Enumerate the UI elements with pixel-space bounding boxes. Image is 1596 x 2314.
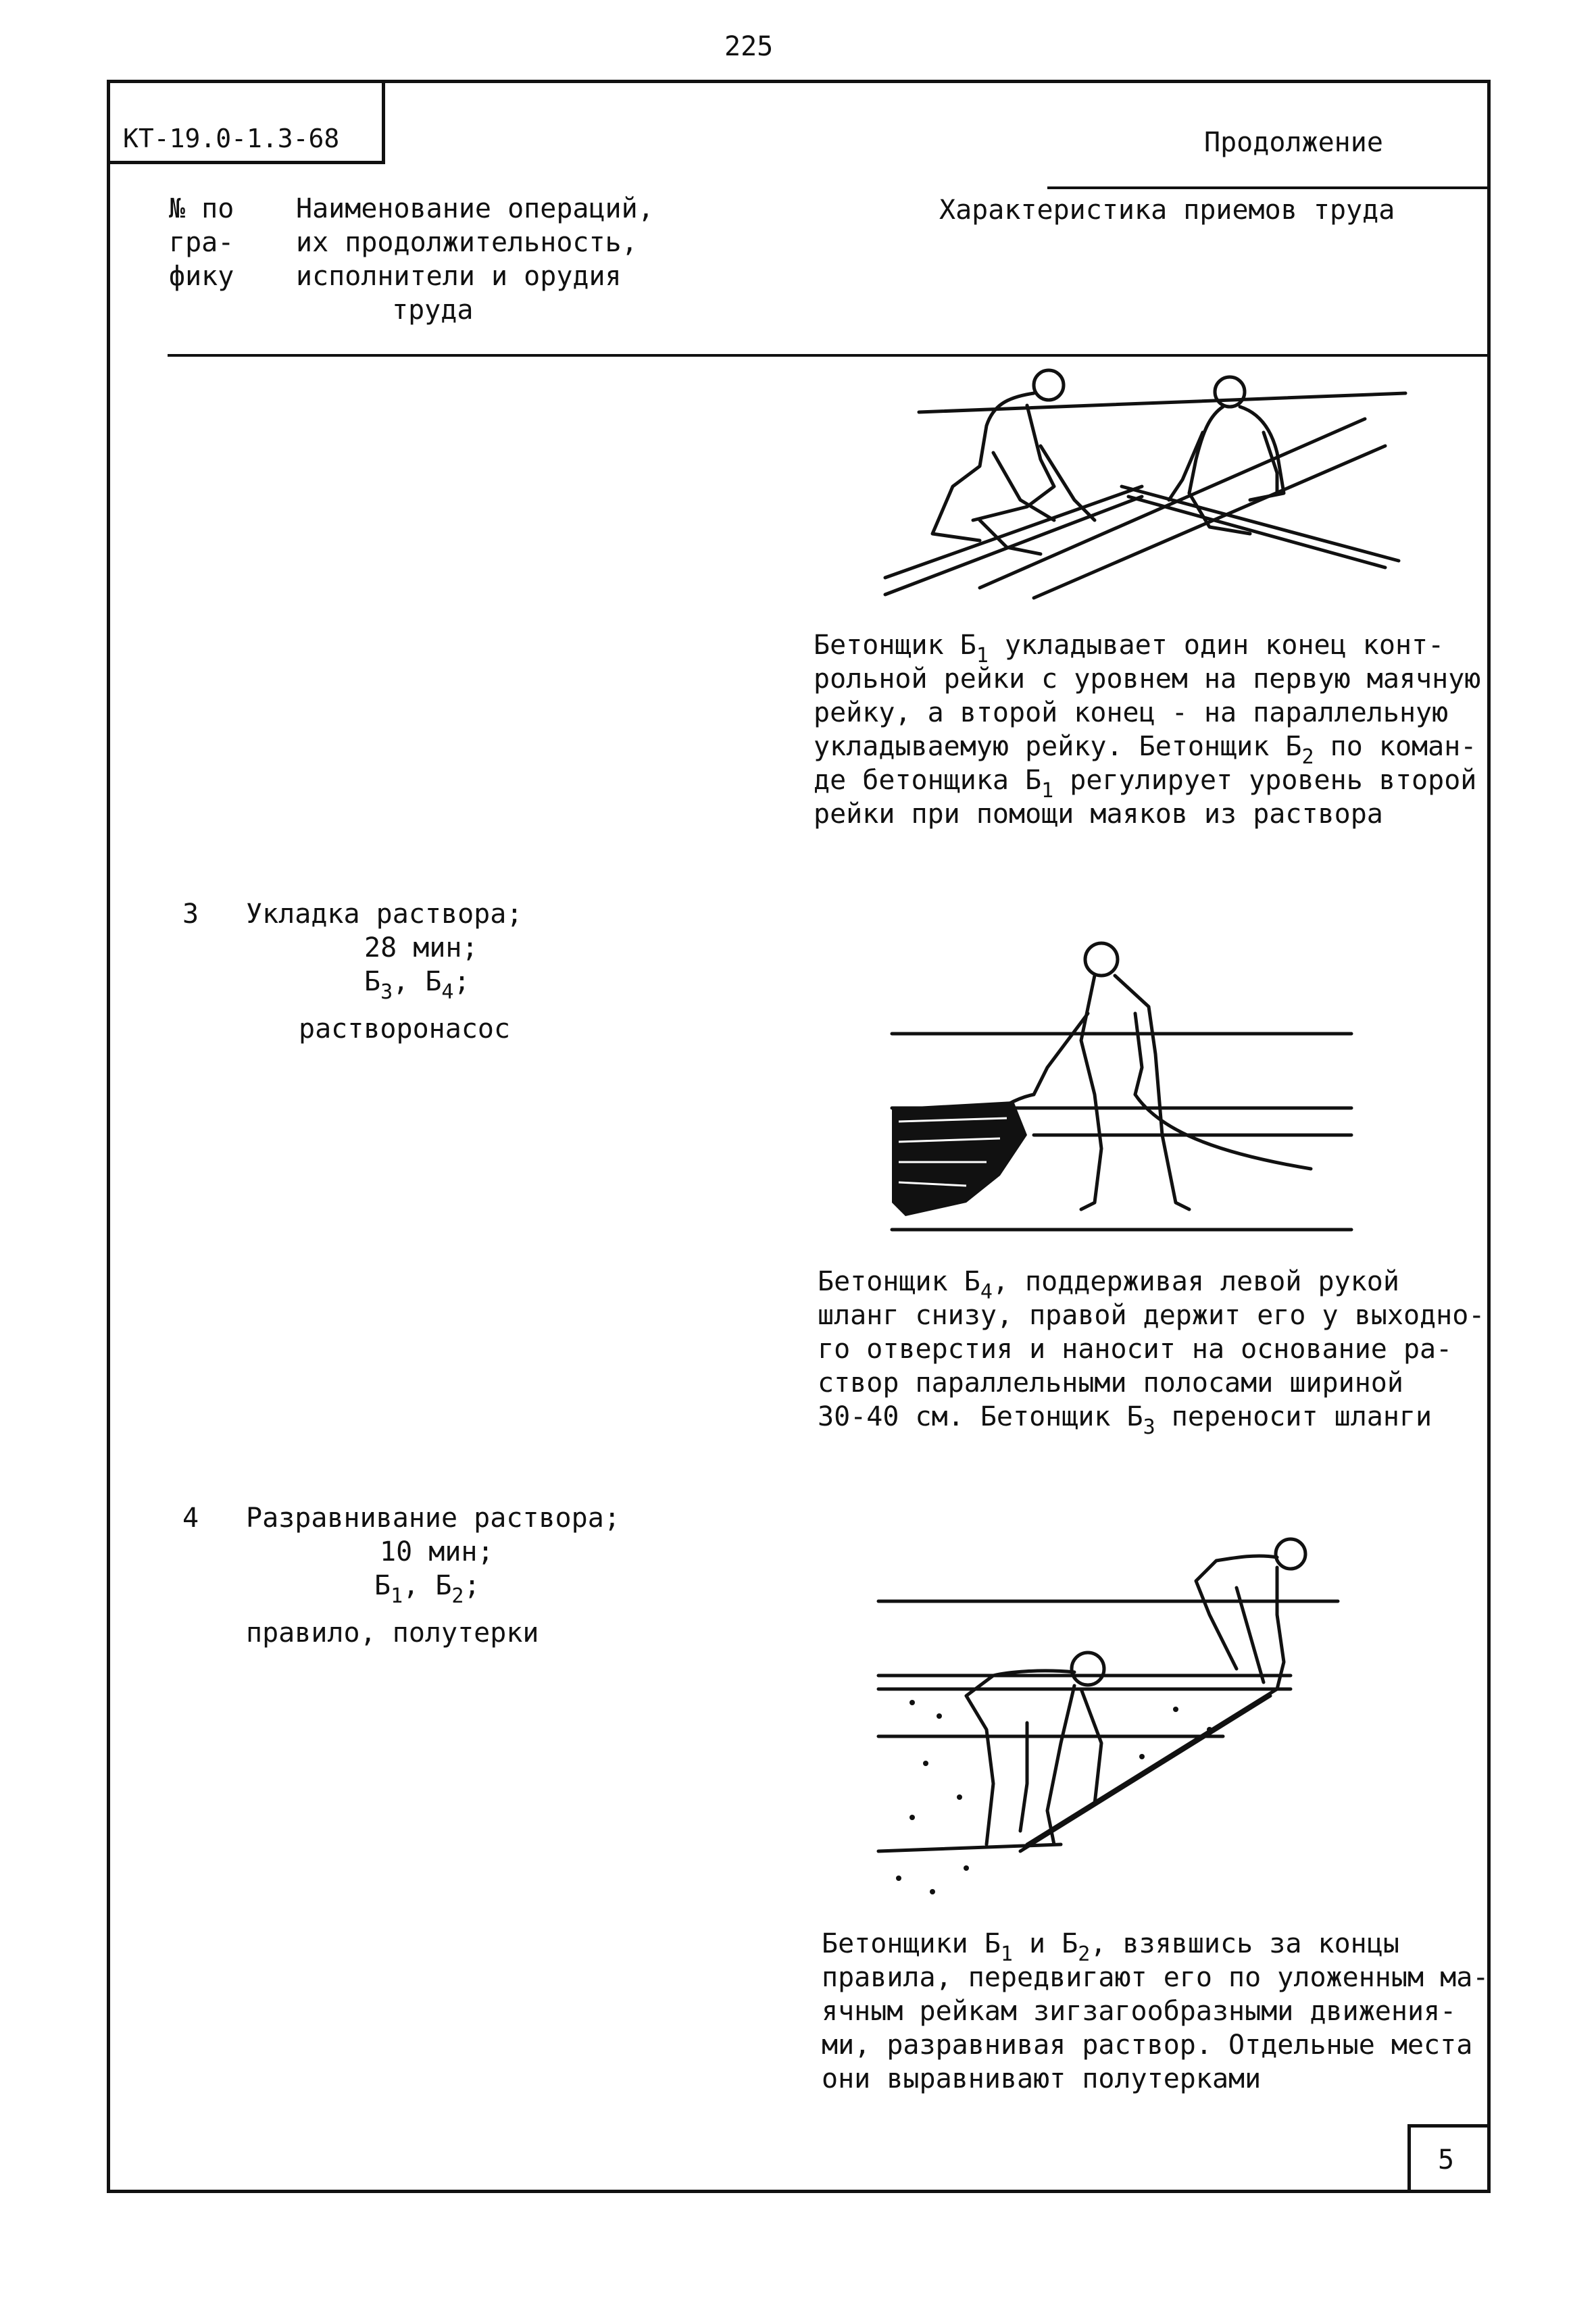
caption-leveling-text: Бетонщик Б (814, 630, 976, 661)
caption-spraying-text: , поддерживая левой рукой (992, 1266, 1399, 1297)
header-col1-line: № по (169, 193, 234, 224)
header-col-number (169, 192, 234, 293)
worker-subscript: 2 (451, 1584, 464, 1608)
header-col-operation (296, 192, 654, 327)
op4-worker-b: Б (435, 1570, 452, 1601)
caption-spraying-line: шланг снизу, правой держит его у выходно- (818, 1300, 1485, 1331)
workers-laying-rail-illustration (872, 365, 1412, 608)
header-col2-line: Наименование операций, (296, 193, 654, 224)
op3-tool: растворонасос (299, 1013, 511, 1045)
header-col2-line: труда (392, 295, 474, 326)
sheet-number: 5 (1438, 2144, 1455, 2175)
workers-leveling-mortar-illustration (872, 1527, 1399, 1905)
worker-subscript: 2 (1301, 745, 1314, 769)
header-col2-line: их продолжительность, (296, 227, 638, 258)
op3-details (246, 897, 522, 1046)
caption-spraying (818, 1265, 1485, 1439)
caption-leveling-rule-text: и Б (1012, 1928, 1078, 1959)
caption-spraying-text: Бетонщик Б (818, 1266, 980, 1297)
op4-tool: правило, полутерки (246, 1617, 539, 1649)
caption-leveling-rule-text: Бетонщики Б (822, 1928, 1001, 1959)
op4-worker-a: Б (374, 1570, 391, 1601)
caption-leveling-rule-line: ячным рейкам зигзагообразными движения- (822, 1996, 1457, 2027)
header-col1-line: гра- (169, 227, 234, 258)
caption-spraying-line: го отверстия и наносит на основание ра- (818, 1334, 1453, 1365)
caption-leveling-text: укладываемую рейку. Бетонщик Б (814, 731, 1302, 762)
worker-subscript: 4 (980, 1280, 993, 1304)
caption-leveling-line: рольной рейки с уровнем на первую маячную (814, 663, 1481, 695)
caption-leveling-text: де бетонщика Б (814, 765, 1042, 796)
caption-leveling (814, 628, 1480, 831)
op3-workers: $Б_3$, $Б_4$; (364, 966, 470, 1004)
caption-spraying-text: 30-40 см. Бетонщик Б (818, 1401, 1143, 1432)
op3-number: 3 (182, 899, 199, 930)
doc-code: КТ-19.0-1.3-68 (123, 124, 340, 153)
op3-duration: 28 мин; (364, 932, 478, 963)
worker-spraying-mortar-illustration (878, 932, 1392, 1243)
header-col1-line: фику (169, 261, 234, 292)
caption-spraying-text: переносит шланги (1155, 1401, 1432, 1432)
caption-leveling-rule-line: они выравнивают полутерками (822, 2063, 1262, 2094)
caption-leveling-text: укладывает один конец конт- (988, 630, 1445, 661)
caption-leveling-line: рейку, а второй конец - на параллельную (814, 697, 1449, 728)
caption-leveling-rule (822, 1927, 1489, 2096)
op4-details (246, 1501, 620, 1650)
worker-subscript: 3 (1143, 1415, 1155, 1439)
header-top-rule (1047, 186, 1491, 189)
op4-workers: $Б_1$, $Б_2$; (374, 1570, 480, 1608)
header-col2-line: исполнители и орудия (296, 261, 622, 292)
worker-subscript: 1 (1041, 779, 1054, 803)
caption-leveling-rule-text: , взявшись за концы (1090, 1928, 1399, 1959)
op3-worker-b: Б (425, 966, 442, 997)
worker-subscript: 1 (1000, 1942, 1013, 1966)
op3-name: Укладка раствора; (246, 899, 523, 930)
caption-leveling-rule-line: правила, передвигают его по уложенным ма- (822, 1962, 1489, 1993)
worker-subscript: 2 (1078, 1942, 1091, 1966)
continuation-label: Продолжение (1204, 127, 1383, 158)
op3-worker-a: Б (364, 966, 381, 997)
header-bottom-rule (168, 354, 1491, 357)
op4-duration: 10 мин; (380, 1536, 494, 1567)
caption-leveling-line: рейки при помощи маяков из раствора (814, 799, 1383, 830)
caption-leveling-rule-line: ми, разравнивая раствор. Отдельные места (822, 2030, 1473, 2061)
caption-leveling-text: по коман- (1314, 731, 1477, 762)
worker-subscript: 1 (976, 644, 989, 668)
op4-number: 4 (182, 1503, 199, 1534)
op4-name: Разравнивание раствора; (246, 1503, 620, 1534)
header-col-characteristics: Характеристика приемов труда (939, 195, 1395, 226)
caption-leveling-text: регулирует уровень второй (1053, 765, 1477, 796)
worker-subscript: 1 (391, 1584, 403, 1608)
caption-spraying-line: створ параллельными полосами шириной (818, 1367, 1403, 1399)
page-number: 225 (724, 31, 774, 62)
worker-subscript: 4 (441, 980, 454, 1004)
worker-subscript: 3 (380, 980, 393, 1004)
